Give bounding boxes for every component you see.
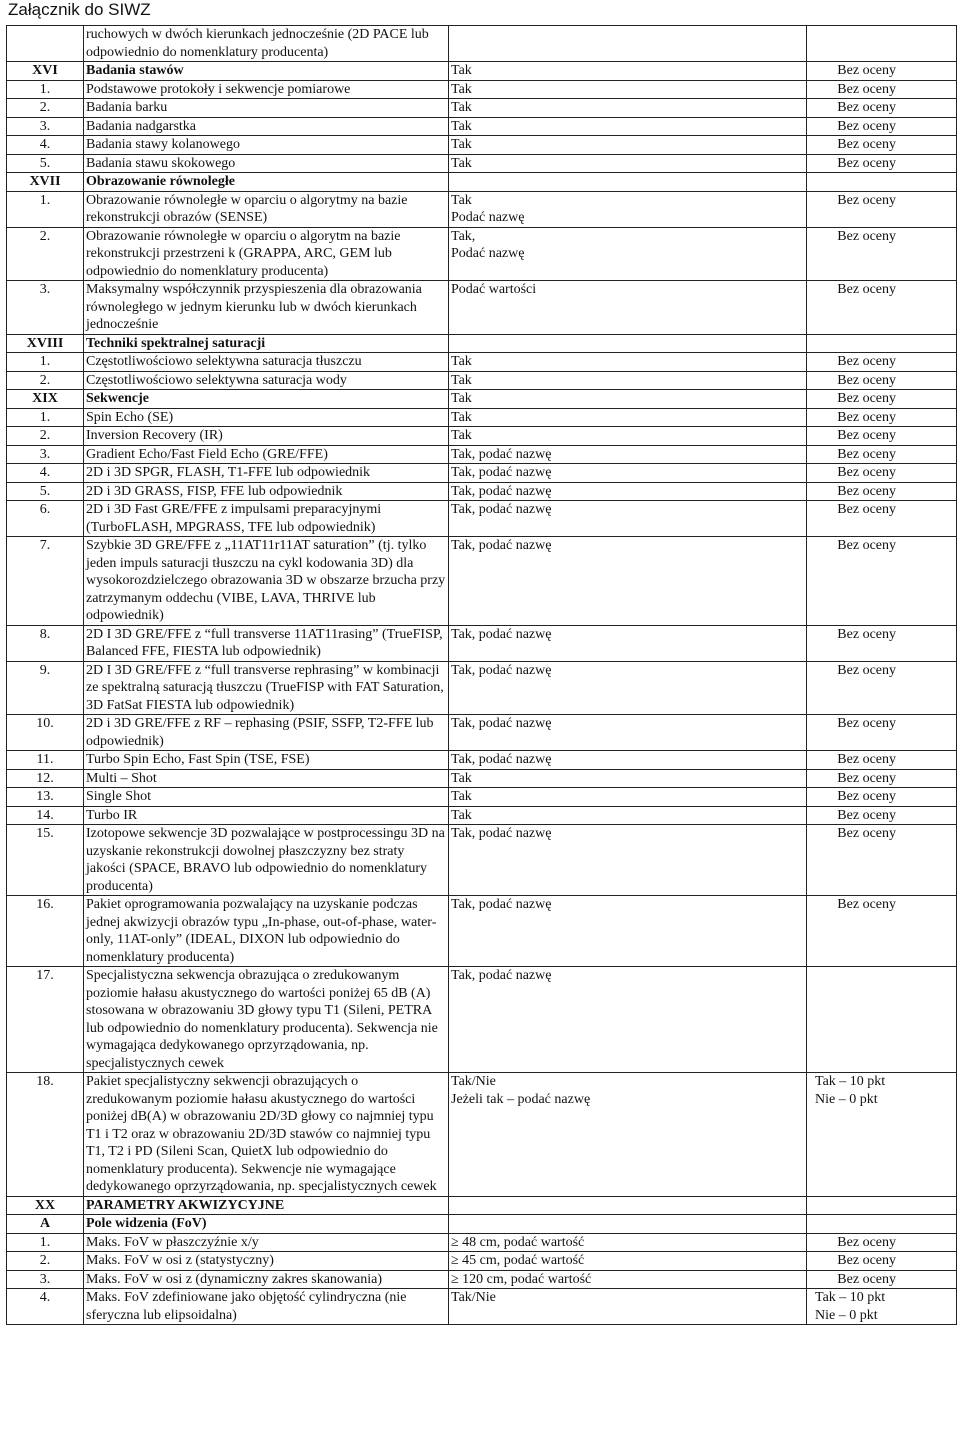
row-score: Bez oceny [807,154,957,173]
row-requirement: Tak [449,80,807,99]
table-row [7,353,957,372]
row-description: Badania stawu skokowego [84,154,449,173]
table-row [7,427,957,446]
row-number: 2. [7,1252,84,1271]
table-row [7,408,957,427]
table-row [7,136,957,155]
row-score: Bez oceny [807,117,957,136]
row-requirement: Tak [449,806,807,825]
row-description: Obrazowanie równoległe w oparciu o algorytm na bazie rekonstrukcji przestrzeni k (GRAPPA, ARC, GEM lub odpowiednio do nomenklatury producenta) [84,227,449,281]
section-row [7,334,957,353]
row-score: Bez oceny [807,1270,957,1289]
row-number: 1. [7,191,84,227]
row-description: Izotopowe sekwencje 3D pozwalające w postprocessingu 3D na uzyskanie rekonstrukcji dowolnej płaszczyzny bez straty jakości (SPACE, BRAVO lub odpowiednio do nomenklatury producenta) [84,825,449,896]
row-number: 5. [7,482,84,501]
row-score: Bez oceny [807,1252,957,1271]
row-description: 2D i 3D SPGR, FLASH, T1-FFE lub odpowiednik [84,464,449,483]
row-score [807,1215,957,1234]
table-row [7,1073,957,1197]
row-score: Bez oceny [807,390,957,409]
row-number: 8. [7,625,84,661]
row-number: 14. [7,806,84,825]
row-number: 2. [7,99,84,118]
row-description: Maks. FoV w płaszczyźnie x/y [84,1233,449,1252]
row-description: Maks. FoV w osi z (statystyczny) [84,1252,449,1271]
row-score [807,1196,957,1215]
row-score: Bez oceny [807,896,957,967]
row-number: 1. [7,80,84,99]
row-number: 2. [7,371,84,390]
table-row [7,26,957,62]
row-number: 3. [7,117,84,136]
table-row [7,227,957,281]
row-description: Częstotliwościowo selektywna saturacja tłuszczu [84,353,449,372]
row-description: Obrazowanie równoległe w oparciu o algorytmy na bazie rekonstrukcji obrazów (SENSE) [84,191,449,227]
row-description: Maks. FoV zdefiniowane jako objętość cylindryczna (nie sferyczna lub elipsoidalna) [84,1289,449,1325]
row-score: Bez oceny [807,227,957,281]
table-row [7,281,957,335]
row-description: 2D i 3D GRE/FFE z RF – rephasing (PSIF, SSFP, T2-FFE lub odpowiednik) [84,715,449,751]
row-score: Bez oceny [807,1233,957,1252]
row-requirement: Tak, podać nazwę [449,482,807,501]
row-requirement: Tak [449,99,807,118]
row-requirement: Tak, podać nazwę [449,896,807,967]
row-number: 7. [7,537,84,626]
row-requirement: ≥ 45 cm, podać wartość [449,1252,807,1271]
row-score: Bez oceny [807,788,957,807]
row-description: Częstotliwościowo selektywna saturacja wody [84,371,449,390]
row-score [807,173,957,192]
row-requirement [449,26,807,62]
row-number: XIX [7,390,84,409]
table-row [7,371,957,390]
row-number: 9. [7,661,84,715]
row-score: Bez oceny [807,445,957,464]
row-number: XVII [7,173,84,192]
row-requirement: Tak Podać nazwę [449,191,807,227]
row-requirement: Tak [449,136,807,155]
row-requirement: Tak [449,769,807,788]
row-number: 18. [7,1073,84,1197]
table-row [7,751,957,770]
row-requirement [449,1215,807,1234]
table-row [7,537,957,626]
table-row [7,788,957,807]
row-requirement: Tak [449,408,807,427]
row-requirement [449,1196,807,1215]
row-number: 11. [7,751,84,770]
row-score: Bez oceny [807,625,957,661]
row-number: 1. [7,1233,84,1252]
table-row [7,896,957,967]
row-description: PARAMETRY AKWIZYCYJNE [84,1196,449,1215]
row-description: Badania nadgarstka [84,117,449,136]
row-number: 6. [7,501,84,537]
row-description: Multi – Shot [84,769,449,788]
row-number: 4. [7,464,84,483]
section-row [7,62,957,81]
row-description: Turbo IR [84,806,449,825]
row-score: Bez oceny [807,751,957,770]
row-score: Bez oceny [807,769,957,788]
row-number: 10. [7,715,84,751]
row-requirement: Tak [449,117,807,136]
row-score: Bez oceny [807,371,957,390]
row-number: 4. [7,136,84,155]
row-number: 1. [7,353,84,372]
row-number: 2. [7,227,84,281]
table-row [7,80,957,99]
row-number: A [7,1215,84,1234]
row-requirement [449,334,807,353]
row-requirement: Tak, podać nazwę [449,751,807,770]
row-requirement: Tak, podać nazwę [449,464,807,483]
section-row [7,173,957,192]
row-description: 2D i 3D GRASS, FISP, FFE lub odpowiednik [84,482,449,501]
row-description: Maksymalny współczynnik przyspieszenia dla obrazowania równoległego w jednym kierunku lub w dwóch kierunkach jednocześnie [84,281,449,335]
row-description: Specjalistyczna sekwencja obrazująca o zredukowanym poziomie hałasu akustycznego do wartości poniżej 65 dB (A) stosowana w obrazowaniu 3D głowy typu T1 (Sileni, PETRA lub odpowiednio do nomenklatury producenta). Sekwencja nie wymagająca dedykowanego oprzyrządowania, np. specjalistycznych cewek [84,967,449,1073]
row-description: Pakiet oprogramowania pozwalający na uzyskanie podczas jednej akwizycji obrazów typu „In-phase, out-of-phase, water-only, 11AT-only” (IDEAL, DIXON lub odpowiednio do nomenklatury producenta) [84,896,449,967]
row-requirement: Tak [449,62,807,81]
row-description: Pakiet specjalistyczny sekwencji obrazujących o zredukowanym poziomie hałasu akustycznego do wartości poniżej dB(A) w obrazowaniu 2D/3D głowy co najmniej typu T1 i T2 oraz w obrazowaniu 2D/3D stawów co najmniej typu T1, T2 i PD (Sileni Scan, QuietX lub odpowiednio do nomenklatury producenta). Sekwencje nie wymagające dedykowanego oprzyrządowania, np. specjalistycznych cewek [84,1073,449,1197]
table-row [7,661,957,715]
section-row [7,1196,957,1215]
table-row [7,769,957,788]
row-description: Pole widzenia (FoV) [84,1215,449,1234]
row-requirement: ≥ 120 cm, podać wartość [449,1270,807,1289]
row-number: XX [7,1196,84,1215]
row-score: Bez oceny [807,353,957,372]
table-row [7,445,957,464]
row-description: Single Shot [84,788,449,807]
row-description: Badania barku [84,99,449,118]
row-description: Podstawowe protokoły i sekwencje pomiarowe [84,80,449,99]
row-number: XVIII [7,334,84,353]
row-number [7,26,84,62]
row-description: Turbo Spin Echo, Fast Spin (TSE, FSE) [84,751,449,770]
table-row [7,1289,957,1325]
table-row [7,825,957,896]
row-score: Tak – 10 pkt Nie – 0 pkt [807,1289,957,1325]
row-score: Bez oceny [807,62,957,81]
specification-table [6,25,957,1325]
row-requirement: Tak, podać nazwę [449,825,807,896]
table-row [7,482,957,501]
row-score [807,334,957,353]
table-row [7,1233,957,1252]
table-row [7,625,957,661]
row-number: 3. [7,1270,84,1289]
row-description: Badania stawów [84,62,449,81]
row-number: 1. [7,408,84,427]
row-number: 16. [7,896,84,967]
row-score: Bez oceny [807,501,957,537]
row-requirement: Tak [449,390,807,409]
row-score: Tak – 10 pkt Nie – 0 pkt [807,1073,957,1197]
row-requirement: ≥ 48 cm, podać wartość [449,1233,807,1252]
row-number: 13. [7,788,84,807]
row-requirement: Tak/Nie [449,1289,807,1325]
row-score: Bez oceny [807,281,957,335]
row-requirement [449,173,807,192]
row-requirement: Tak, podać nazwę [449,715,807,751]
row-number: 4. [7,1289,84,1325]
row-description: ruchowych w dwóch kierunkach jednocześnie (2D PACE lub odpowiednio do nomenklatury producenta) [84,26,449,62]
row-description: Obrazowanie równoległe [84,173,449,192]
table-row [7,117,957,136]
row-number: 5. [7,154,84,173]
row-score: Bez oceny [807,80,957,99]
row-score [807,26,957,62]
row-description: Sekwencje [84,390,449,409]
row-requirement: Tak, podać nazwę [449,661,807,715]
row-requirement: Tak, podać nazwę [449,537,807,626]
row-description: Spin Echo (SE) [84,408,449,427]
row-description: Maks. FoV w osi z (dynamiczny zakres skanowania) [84,1270,449,1289]
document-header: Załącznik do SIWZ [8,0,151,19]
row-number: XVI [7,62,84,81]
row-score: Bez oceny [807,806,957,825]
table-row [7,1252,957,1271]
row-score: Bez oceny [807,99,957,118]
table-row [7,99,957,118]
table-row [7,154,957,173]
row-requirement: Podać wartości [449,281,807,335]
row-requirement: Tak [449,371,807,390]
row-requirement: Tak [449,154,807,173]
row-score: Bez oceny [807,537,957,626]
row-requirement: Tak [449,788,807,807]
row-requirement: Tak, podać nazwę [449,501,807,537]
row-requirement: Tak, Podać nazwę [449,227,807,281]
row-description: Szybkie 3D GRE/FFE z „11AT11r11AT saturation” (tj. tylko jeden impuls saturacji tłuszczu na cykl kodowania 3D) dla wysokorozdzielczego obrazowania 3D w obszarze brzucha przy zatrzymanym oddechu (VIBE, LAVA, THRIVE lub odpowiednik) [84,537,449,626]
row-number: 3. [7,445,84,464]
row-description: 2D I 3D GRE/FFE z “full transverse 11AT11rasing” (TrueFISP, Balanced FFE, FIESTA lub odpowiednik) [84,625,449,661]
row-description: 2D I 3D GRE/FFE z “full transverse rephrasing” w kombinacji ze spektralną saturacją tłuszczu (TrueFISP with FAT Saturation, 3D FatSat FIESTA lub odpowiednik) [84,661,449,715]
table-row [7,464,957,483]
table-row [7,806,957,825]
row-requirement: Tak/Nie Jeżeli tak – podać nazwę [449,1073,807,1197]
table-row [7,967,957,1073]
row-score: Bez oceny [807,191,957,227]
row-score: Bez oceny [807,408,957,427]
row-description: Techniki spektralnej saturacji [84,334,449,353]
row-number: 12. [7,769,84,788]
row-score: Bez oceny [807,825,957,896]
row-number: 15. [7,825,84,896]
row-score: Bez oceny [807,482,957,501]
row-number: 3. [7,281,84,335]
table-row [7,501,957,537]
section-row [7,390,957,409]
row-requirement: Tak, podać nazwę [449,445,807,464]
row-number: 2. [7,427,84,446]
row-score: Bez oceny [807,661,957,715]
table-row [7,1270,957,1289]
row-requirement: Tak [449,427,807,446]
row-requirement: Tak [449,353,807,372]
row-requirement: Tak, podać nazwę [449,967,807,1073]
row-score: Bez oceny [807,427,957,446]
row-description: Gradient Echo/Fast Field Echo (GRE/FFE) [84,445,449,464]
row-description: 2D i 3D Fast GRE/FFE z impulsami preparacyjnymi (TurboFLASH, MPGRASS, TFE lub odpowiednik) [84,501,449,537]
table-row [7,715,957,751]
row-requirement: Tak, podać nazwę [449,625,807,661]
section-row [7,1215,957,1234]
row-score: Bez oceny [807,464,957,483]
row-score [807,967,957,1073]
table-row [7,191,957,227]
row-description: Badania stawy kolanowego [84,136,449,155]
row-number: 17. [7,967,84,1073]
row-score: Bez oceny [807,136,957,155]
row-description: Inversion Recovery (IR) [84,427,449,446]
row-score: Bez oceny [807,715,957,751]
